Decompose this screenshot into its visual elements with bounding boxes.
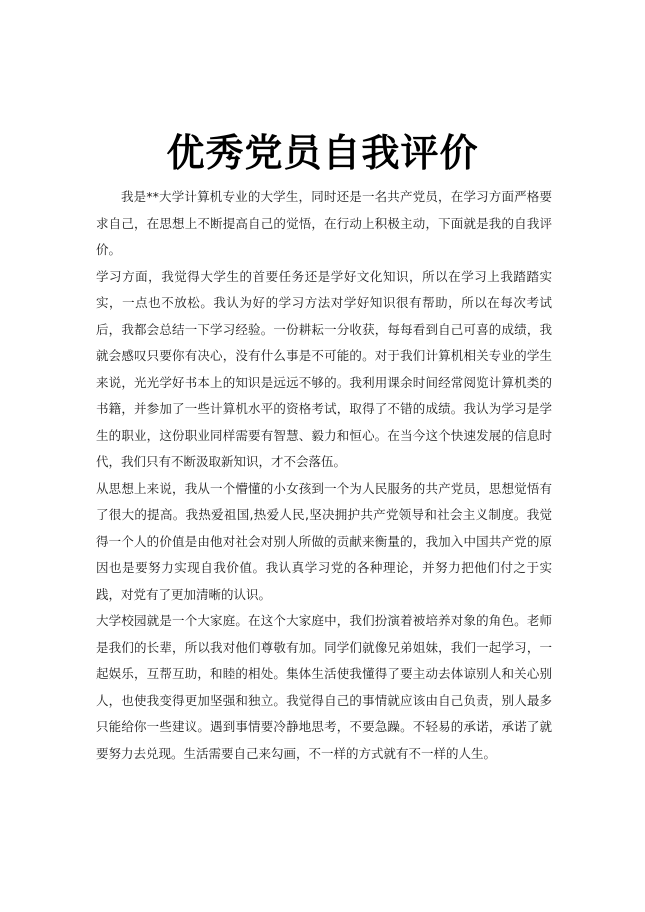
paragraph-ideology: 从思想上来说，我从一个懵懂的小女孩到一个为人民服务的共产党员，思想觉悟有了很大的提高。我热爱祖国,热爱人民,坚决拥护共产党领导和社会主义制度。我觉得一个人的价值是由他对社会对别人所做的贡献来衡量的，我加入中国共产党的原因也是要努力实现自我价值。我认真学习党的各种理论，并努力把他们付之于实践，对党有了更加清晰的认识。 [96,480,552,602]
paragraph-study: 学习方面，我觉得大学生的首要任务还是学好文化知识，所以在学习上我踏踏实实，一点也不放松。我认为好的学习方法对学好知识很有帮助，所以在每次考试后，我都会总结一下学习经验。一份耕耘一分收获，每每看到自己可喜的成绩，我就会感叹只要你有决心，没有什么事是不可能的。对于我们计算机相关专业的学生来说，光光学好书本上的知识是远远不够的。我利用课余时间经常阅览计算机类的书籍，并参加了一些计算机水平的资格考试，取得了不错的成绩。我认为学习是学生的职业，这份职业同样需要有智慧、毅力和恒心。在当今这个快速发展的信息时代，我们只有不断汲取新知识，才不会落伍。 [96,268,552,469]
document-body [96,184,552,767]
document-title: 优秀党员自我评价 [166,131,479,176]
paragraph-campus-life: 大学校园就是一个大家庭。在这个大家庭中，我们扮演着被培养对象的角色。老师是我们的长辈，所以我对他们尊敬有加。同学们就像兄弟姐妹，我们一起学习，一起娱乐，互帮互助，和睦的相处。集体生活使我懂得了要主动去体谅别人和关心别人，也使我变得更加坚强和独立。我觉得自己的事情就应该由自己负责，别人最多只能给你一些建议。遇到事情要冷静地思考，不要急躁。不轻易的承诺，承诺了就要努力去兑现。生活需要自己来勾画，不一样的方式就有不一样的人生。 [96,613,552,761]
paragraph-introduction: 我是**大学计算机专业的大学生，同时还是一名共产党员，在学习方面严格要求自己，在思想上不断提高自己的觉悟，在行动上积极主动，下面就是我的自我评价。 [96,189,552,257]
